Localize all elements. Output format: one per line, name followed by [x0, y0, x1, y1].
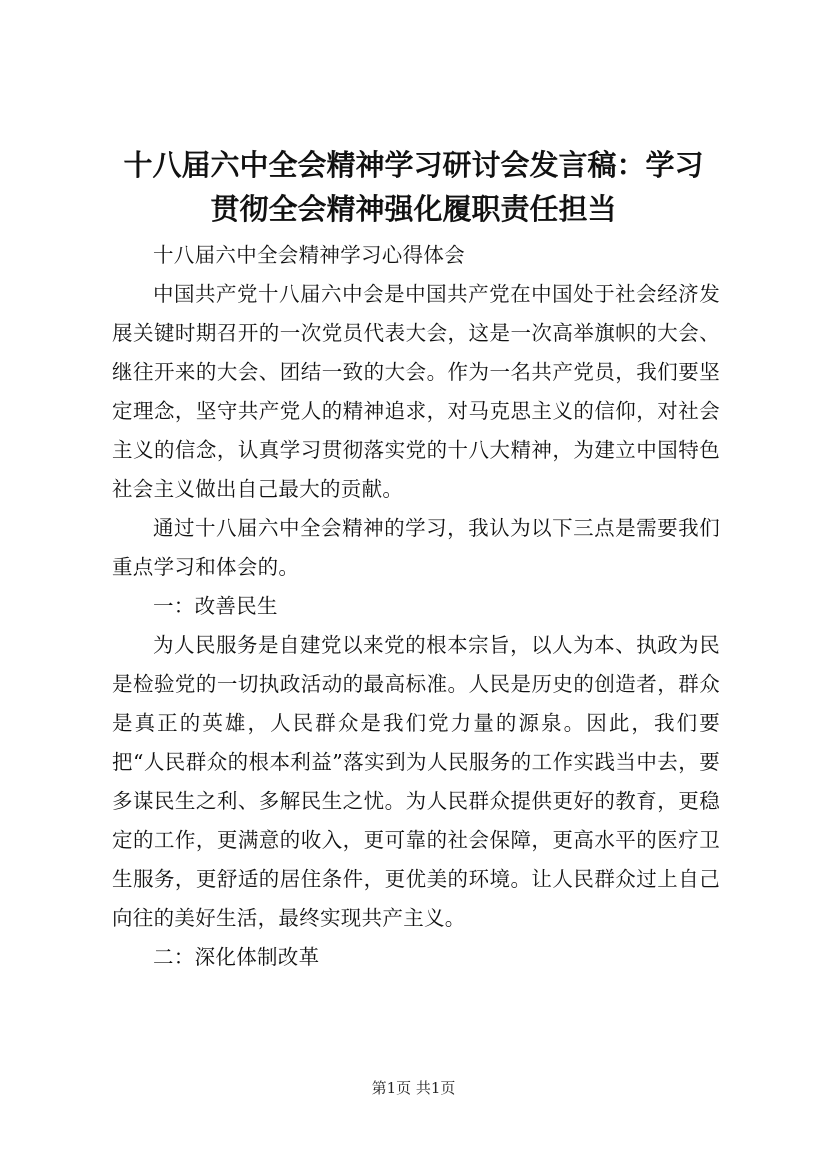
title-line-1: 十八届六中全会精神学习研讨会发言稿：学习	[123, 148, 704, 182]
section-heading-1: 一：改善民生	[153, 594, 278, 618]
section-heading-2: 二：深化体制改革	[153, 945, 320, 969]
title-line-2: 贯彻全会精神强化履职责任担当	[210, 192, 617, 226]
summary-paragraph: 通过十八届六中全会精神的学习，我认为以下三点是需要我们重点学习和体会的。	[112, 516, 720, 579]
section-1-paragraph: 为人民服务是自建党以来党的根本宗旨，以人为本、执政为民是检验党的一切执政活动的最高标准。人民是历史的创造者，群众是真正的英雄，人民群众是我们党力量的源泉。因此，我们要把“人民群众的根本利益”落实到为人民服务的工作实践当中去，要多谋民生之利、多解民生之忧。为人民群众提供更好的教育，更稳定的工作，更满意的收入，更可靠的社会保障，更高水平的医疗卫生服务，更舒适的居住条件，更优美的环境。让人民群众过上自己向往的美好生活，最终实现共产主义。	[112, 633, 720, 930]
subtitle-paragraph: 十八届六中全会精神学习心得体会	[153, 243, 465, 267]
document-title	[100, 143, 727, 231]
page-footer: 第1页 共1页	[371, 1079, 456, 1097]
intro-paragraph: 中国共产党十八届六中会是中国共产党在中国处于社会经济发展关键时期召开的一次党员代表大会，这是一次高举旗帜的大会、继往开来的大会、团结一致的大会。作为一名共产党员，我们要坚定理念，坚守共产党人的精神追求，对马克思主义的信仰，对社会主义的信念，认真学习贯彻落实党的十八大精神，为建立中国特色社会主义做出自己最大的贡献。	[112, 282, 720, 501]
document-body	[112, 236, 720, 977]
